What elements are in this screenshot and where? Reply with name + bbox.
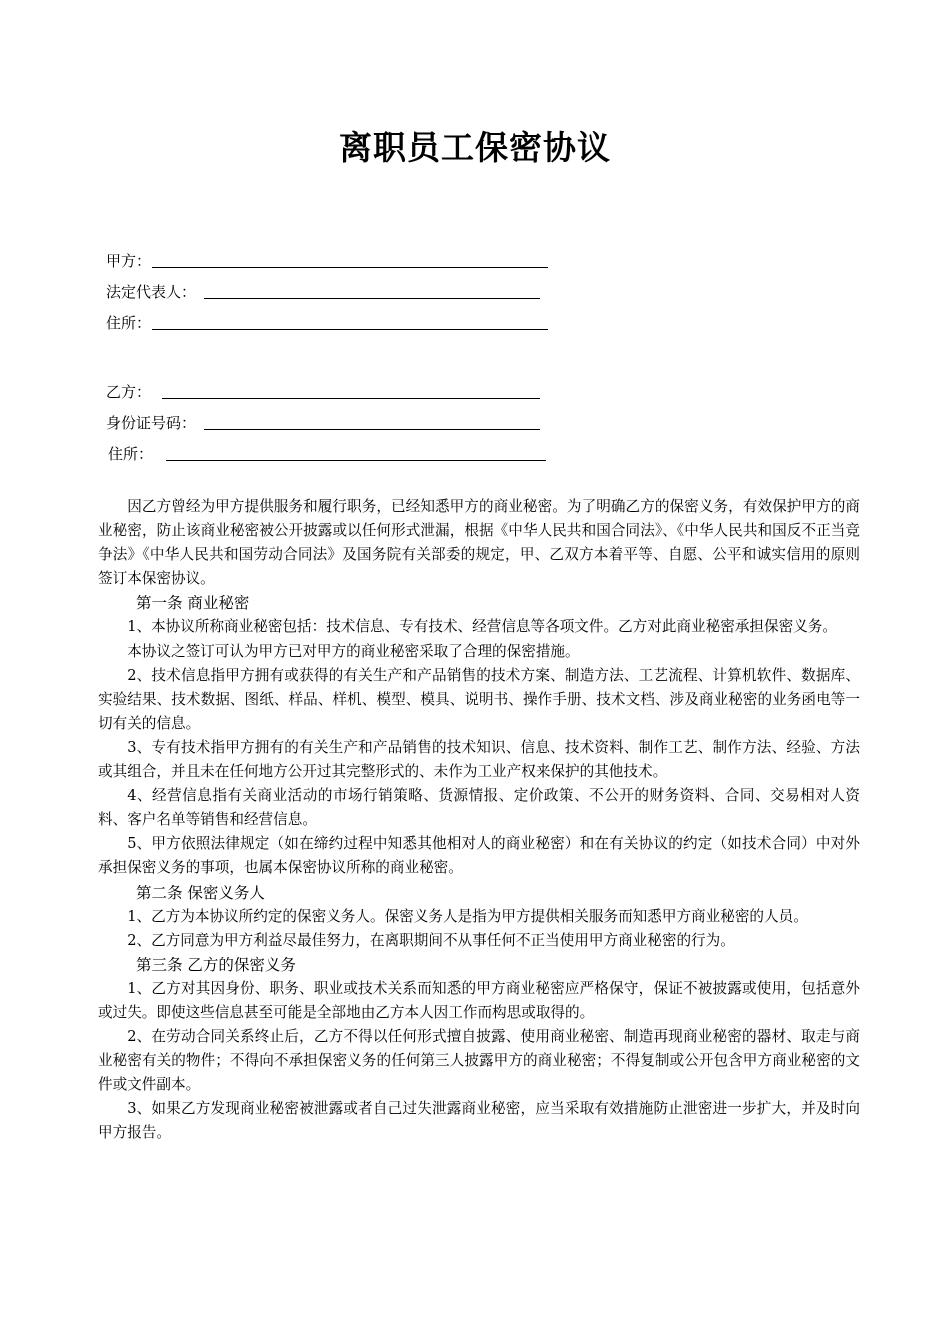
party-a-rep-line[interactable] (204, 298, 540, 299)
party-b-address-line[interactable] (166, 460, 546, 461)
article-1-para-6: 5、甲方依照法律规定（如在缔约过程中知悉其他相对人的商业秘密）和在有关协议的约定（如技术合同）中对外承担保密义务的事项，也属本保密协议所称的商业秘密。 (98, 835, 860, 877)
party-b-id-label: 身份证号码： (106, 414, 197, 432)
party-a-name-line[interactable] (152, 267, 548, 268)
party-b-address-field[interactable] (108, 443, 558, 465)
party-a-rep-label: 法定代表人： (106, 283, 197, 301)
article-1-para-3: 2、技术信息指甲方拥有或获得的有关生产和产品销售的技术方案、制造方法、工艺流程、计算机软件、数据库、实验结果、技术数据、图纸、样品、样机、模型、模具、说明书、操作手册、技术文档、涉及商业秘密的业务函电等一切有关的信息。 (98, 666, 860, 732)
article-3-para-3: 3、如果乙方发现商业秘密被泄露或者自己过失泄露商业秘密，应当采取有效措施防止泄密进一步扩大，并及时向甲方报告。 (98, 1100, 860, 1142)
party-a-name-field[interactable] (106, 250, 556, 272)
party-b-name-label: 乙方： (106, 383, 152, 401)
article-1-para-2: 本协议之签订可认为甲方已对甲方的商业秘密采取了合理的保密措施。 (127, 642, 580, 660)
document-title: 离职员工保密协议 (339, 128, 611, 167)
party-a-name-label: 甲方： (106, 252, 152, 270)
article-1-para-5: 4、经营信息指有关商业活动的市场行销策略、货源情报、定价政策、不公开的财务资料、合同、交易相对人资料、客户名单等销售和经营信息。 (98, 787, 860, 829)
article-2-para-2: 2、乙方同意为甲方利益尽最佳努力，在离职期间不从事任何不正当使用甲方商业秘密的行为。 (127, 931, 735, 949)
preamble: 因乙方曾经为甲方提供服务和履行职务，已经知悉甲方的商业秘密。为了明确乙方的保密义务，有效保护甲方的商业秘密，防止该商业秘密被公开披露或以任何形式泄漏，根据《中华人民共和国合同法》、《中华人民共和国反不正当竞争法》《中华人民共和国劳动合同法》及国务院有关部委的规定，甲、乙双方本着平等、自愿、公平和诚实信用的原则签订本保密协议。 (98, 498, 860, 588)
party-a-rep-field[interactable] (106, 281, 556, 303)
party-a-address-field[interactable] (106, 312, 556, 334)
party-b-address-label: 住所： (108, 445, 154, 463)
article-2-para-1: 1、乙方为本协议所约定的保密义务人。保密义务人是指为甲方提供相关服务而知悉甲方商业秘密的人员。 (127, 907, 808, 925)
article-3-para-1: 1、乙方对其因身份、职务、职业或技术关系而知悉的甲方商业秘密应严格保守，保证不被披露或使用，包括意外或过失。即使这些信息甚至可能是全部地由乙方本人因工作而构思或取得的。 (98, 979, 860, 1021)
agreement-body (98, 495, 860, 1146)
article-1-heading: 第一条 商业秘密 (136, 594, 250, 613)
article-2-heading: 第二条 保密义务人 (136, 883, 265, 902)
article-1-para-4: 3、专有技术指甲方拥有的有关生产和产品销售的技术知识、信息、技术资料、制作工艺、制作方法、经验、方法或其组合，并且未在任何地方公开过其完整形式的、未作为工业产权来保护的其他技术。 (98, 738, 860, 781)
party-b-id-field[interactable] (106, 412, 556, 434)
article-3-heading: 第三条 乙方的保密义务 (136, 955, 296, 974)
party-a-address-label: 住所： (106, 314, 152, 332)
party-b-name-field[interactable] (106, 381, 556, 403)
party-a-address-line[interactable] (152, 329, 548, 330)
party-b-id-line[interactable] (204, 429, 540, 430)
party-b-name-line[interactable] (162, 398, 540, 399)
article-1-para-1: 1、本协议所称商业秘密包括：技术信息、专有技术、经营信息等各项文件。乙方对此商业秘密承担保密义务。 (127, 618, 837, 636)
article-3-para-2: 2、在劳动合同关系终止后，乙方不得以任何形式擅自披露、使用商业秘密、制造再现商业秘密的器材、取走与商业秘密有关的物件；不得向不承担保密义务的任何第三人披露甲方的商业秘密；不得复制或公开包含甲方商业秘密的文件或文件副本。 (98, 1028, 860, 1094)
